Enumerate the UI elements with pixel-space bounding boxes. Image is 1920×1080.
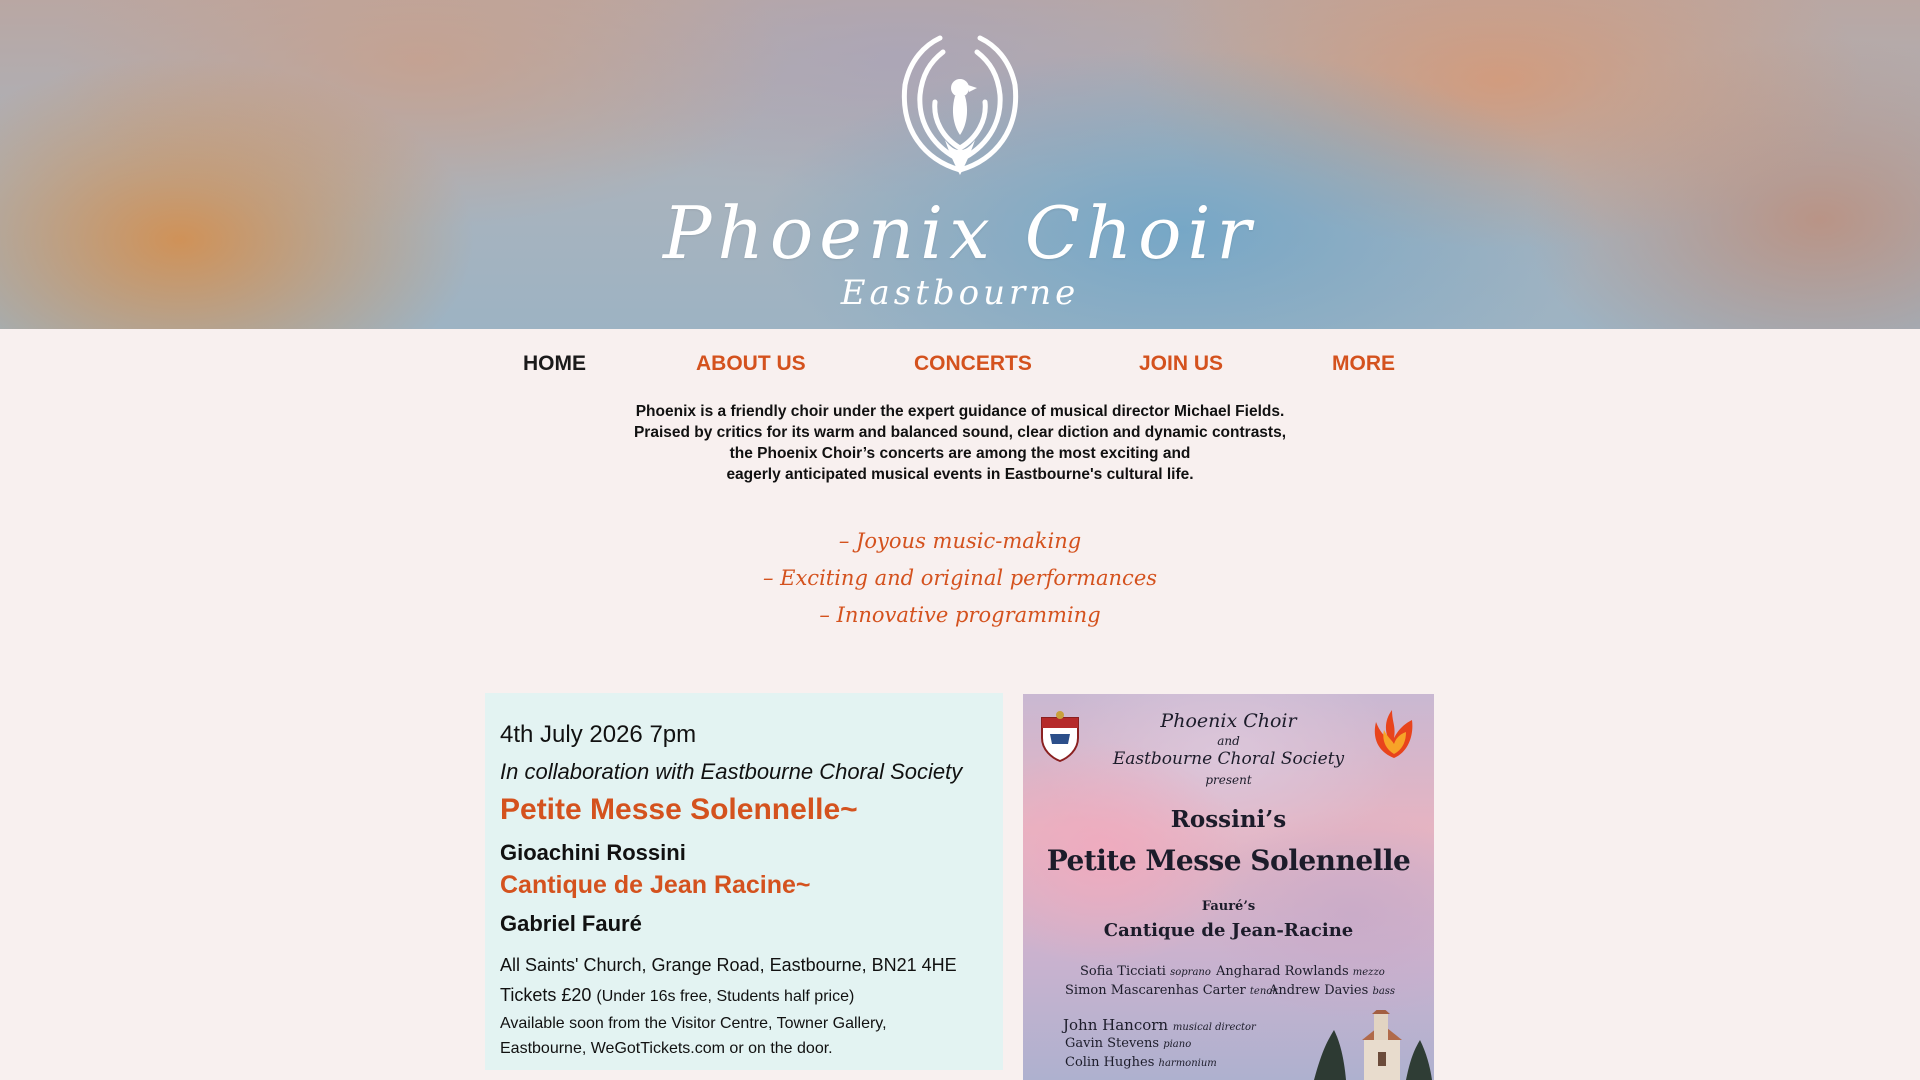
event-composer: Gioachini Rossini <box>500 840 686 865</box>
tagline: – Innovative programming <box>819 603 1101 627</box>
concert-poster[interactable] <box>1023 694 1434 1080</box>
poster-society-name: Eastbourne Choral Society <box>1112 749 1345 769</box>
poster-choir-name: Phoenix Choir <box>1160 710 1297 732</box>
poster-performer: Colin Hughes harmonium <box>1065 1055 1217 1070</box>
poster-performer: Simon Mascarenhas Carter tenor <box>1065 983 1278 998</box>
event-card <box>485 693 1003 1070</box>
nav-item-home[interactable]: HOME <box>523 352 586 375</box>
poster-and: and <box>1217 734 1240 748</box>
ticket-price: Tickets £20 <box>500 985 592 1005</box>
event-availability: Available soon from the Visitor Centre, Towner Gallery, Eastbourne, WeGotTickets.com or on the door. <box>500 1015 887 1057</box>
poster-composer2: Fauré’s <box>1201 899 1256 914</box>
header-banner <box>0 0 1920 329</box>
event-work-title: Cantique de Jean Racine~ <box>500 871 811 899</box>
poster-work2: Cantique de Jean-Racine <box>1103 920 1354 941</box>
site-title[interactable]: Phoenix Choir <box>663 191 1257 275</box>
intro-line: the Phoenix Choir’s concerts are among the most exciting and <box>729 445 1191 462</box>
nav-item-join-us[interactable]: JOIN US <box>1139 352 1224 375</box>
taglines <box>560 523 1360 634</box>
event-date: 4th July 2026 7pm <box>500 721 697 748</box>
site-subtitle: Eastbourne <box>840 273 1080 313</box>
intro-line: Phoenix is a friendly choir under the expert guidance of musical director Michael Fields. <box>635 403 1285 420</box>
intro-line: eagerly anticipated musical events in Eastbourne's cultural life. <box>726 466 1194 483</box>
event-composer: Gabriel Fauré <box>500 911 642 936</box>
intro-text <box>560 401 1360 485</box>
intro-line: Praised by critics for its warm and balanced sound, clear diction and dynamic contrasts, <box>633 424 1287 441</box>
nav-item-more[interactable]: MORE <box>1332 352 1395 375</box>
event-collaboration: In collaboration with Eastbourne Choral Society <box>500 759 963 784</box>
tagline: – Joyous music-making <box>838 529 1082 553</box>
main-nav <box>0 352 1920 388</box>
poster-performer: John Hancorn musical director <box>1063 1016 1256 1034</box>
event-venue: All Saints' Church, Grange Road, Eastbourne, BN21 4HE <box>500 955 957 975</box>
poster-work1: Petite Messe Solennelle <box>1046 844 1411 877</box>
ticket-note: (Under 16s free, Students half price) <box>596 988 855 1005</box>
event-tickets <box>500 985 854 1006</box>
poster-performer: Angharad Rowlands mezzo <box>1216 964 1385 979</box>
poster-composer1: Rossini’s <box>1170 806 1287 833</box>
poster-performer: Gavin Stevens piano <box>1065 1036 1192 1051</box>
nav-item-about-us[interactable]: ABOUT US <box>696 352 806 375</box>
poster-performer: Sofia Ticciati soprano <box>1080 964 1211 979</box>
event-work-title: Petite Messe Solennelle~ <box>500 793 858 826</box>
phoenix-bird-icon[interactable] <box>885 30 1035 180</box>
poster-performer: Andrew Davies bass <box>1269 983 1396 998</box>
poster-present: present <box>1205 773 1252 787</box>
tagline: – Exciting and original performances <box>762 566 1158 590</box>
church-illustration-icon <box>1314 1010 1434 1080</box>
nav-item-concerts[interactable]: CONCERTS <box>914 352 1032 375</box>
